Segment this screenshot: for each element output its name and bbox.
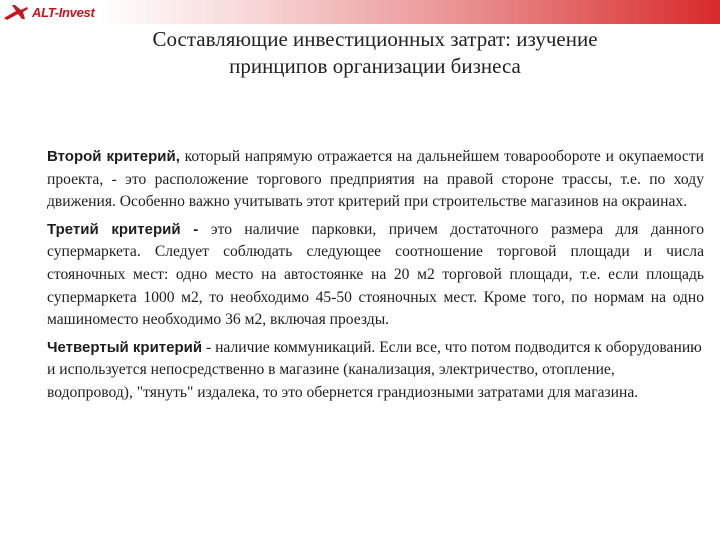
- page-title-line-2: принципов организации бизнеса: [229, 54, 521, 78]
- paragraph-second-criterion: [47, 146, 704, 214]
- body-text: [47, 146, 704, 410]
- criterion-term: Второй критерий,: [47, 148, 180, 165]
- criterion-text: который напрямую отражается на дальнейшем товарообороте и окупаемости проекта, - это расположение торгового предприятия на правой стороне трассы, т.е. по ходу движения. Особенно важно учитывать этот критерий при строительстве магазинов на окраинах.: [47, 148, 704, 211]
- header-bar: [0, 0, 720, 24]
- logo-text: ALT-Invest: [32, 4, 95, 20]
- logo: [3, 2, 95, 22]
- airplane-logo-icon: [3, 3, 29, 21]
- page-title-line-1: Составляющие инвестиционных затрат: изучение: [152, 27, 598, 51]
- criterion-text: это наличие парковки, причем достаточного размера для данного супермаркета. Следует соблюдать следующее соотношение торговой площади и числа стояночных мест: одно место на автостоянке на 20 м2 торговой площади, т.е. если площадь супермаркета 1000 м2, то необходимо 45-50 стояночных мест. Кроме того, по нормам на одно машиноместо необходимо 36 м2, включая проезды.: [47, 220, 704, 329]
- page-title: [90, 26, 660, 80]
- paragraph-third-criterion: [47, 219, 704, 332]
- criterion-text: - наличие коммуникаций. Если все, что потом подводится к оборудованию и используется непосредственно в магазине (канализация, электричество, отопление, водопровод), "тянуть" издалека, то это обернется грандиозными затратами для магазина.: [47, 338, 702, 401]
- criterion-term: Четвертый критерий: [47, 338, 203, 356]
- criterion-term: Третий критерий -: [47, 220, 211, 238]
- paragraph-fourth-criterion: [47, 337, 704, 405]
